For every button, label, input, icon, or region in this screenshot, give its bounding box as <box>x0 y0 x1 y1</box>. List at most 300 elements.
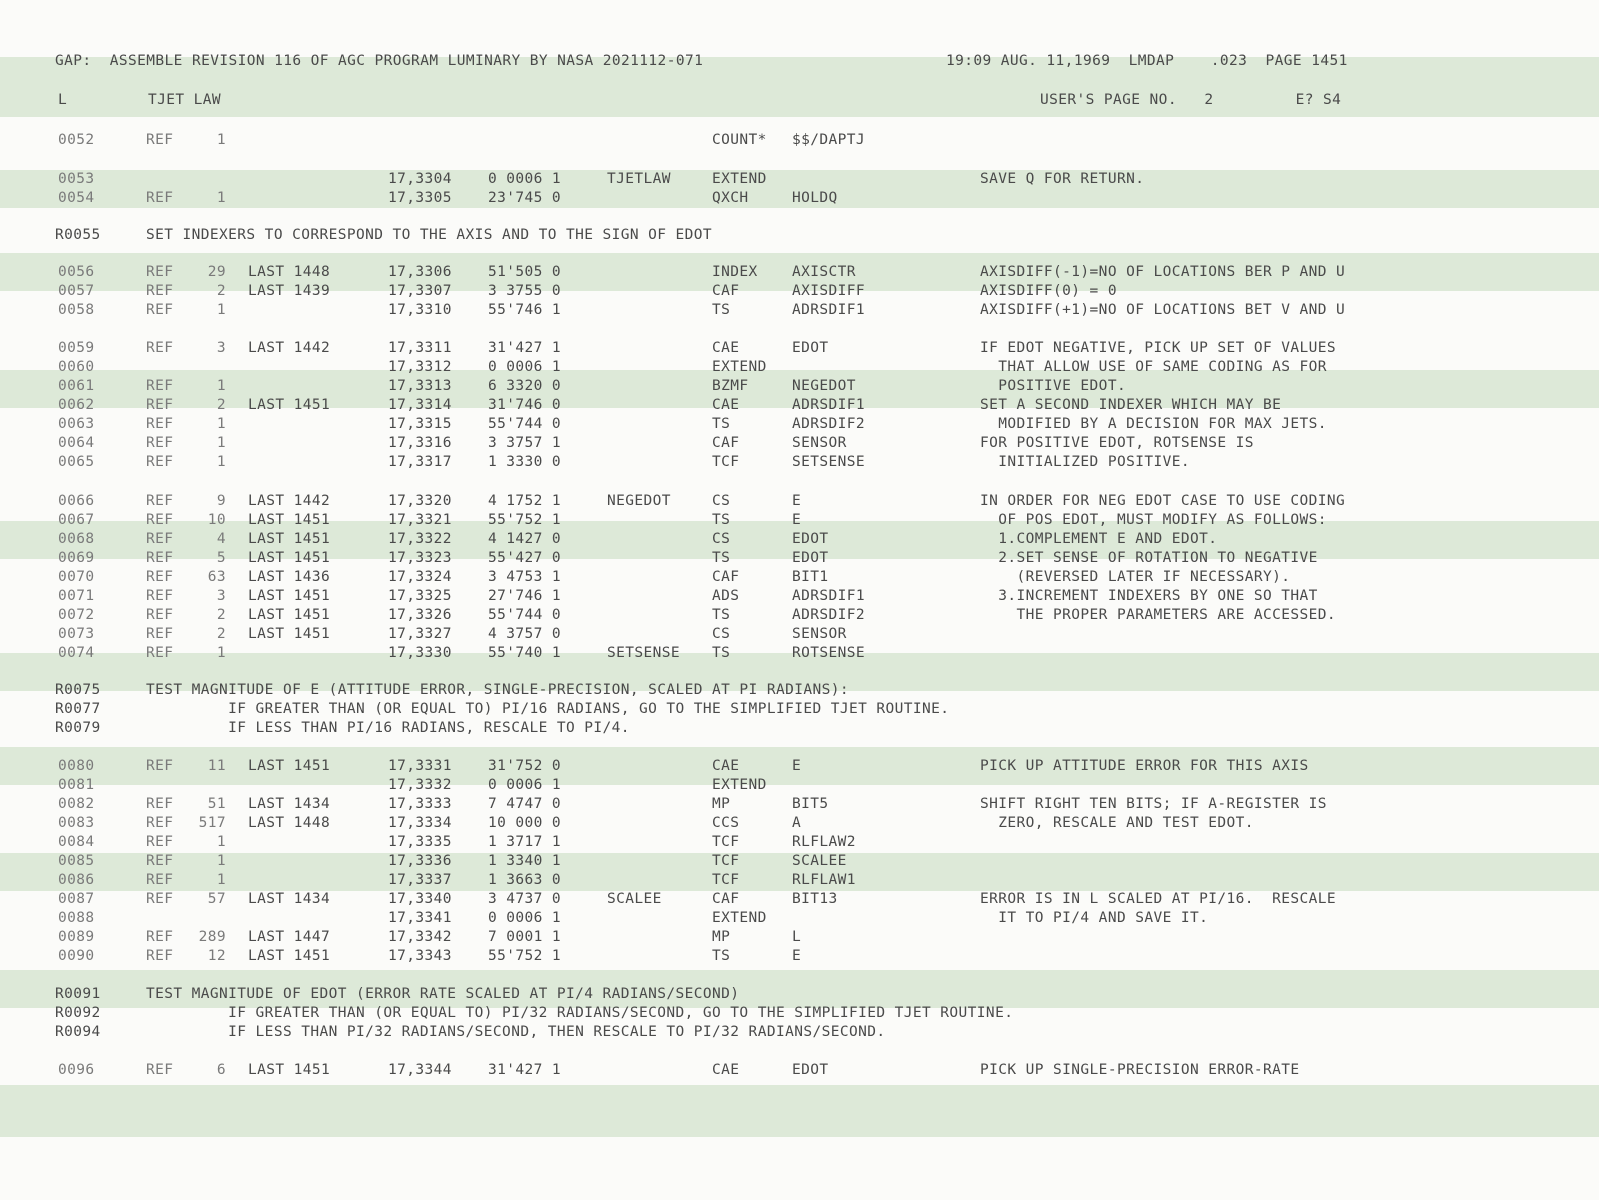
line-number: 0054 <box>58 190 95 206</box>
line-number: 0096 <box>58 1062 95 1078</box>
ref-marker: REF <box>146 435 174 451</box>
address: 17,3321 <box>388 512 452 528</box>
listing-line <box>0 587 1599 606</box>
octal-code: 55'740 1 <box>488 645 562 661</box>
operand: BIT13 <box>792 891 838 907</box>
opcode: MP <box>712 929 731 945</box>
ref-count: 12 <box>207 948 226 964</box>
last-ref: LAST 1451 <box>248 758 331 774</box>
address: 17,3307 <box>388 283 452 299</box>
comment: THE PROPER PARAMETERS ARE ACCESSED. <box>980 607 1337 623</box>
line-number: 0074 <box>58 645 95 661</box>
octal-code: 51'505 0 <box>488 264 562 280</box>
line-number: 0065 <box>58 454 95 470</box>
listing-line <box>0 492 1599 511</box>
operand: SETSENSE <box>792 454 866 470</box>
ref-count: 1 <box>216 435 226 451</box>
operand: NEGEDOT <box>792 378 856 394</box>
comment: PICK UP SINGLE-PRECISION ERROR-RATE <box>980 1062 1300 1078</box>
label: TJETLAW <box>607 171 671 187</box>
listing-line <box>0 511 1599 530</box>
last-ref: LAST 1451 <box>248 1062 331 1078</box>
listing-line <box>0 263 1599 282</box>
ref-marker: REF <box>146 948 174 964</box>
address: 17,3304 <box>388 171 452 187</box>
comment: SHIFT RIGHT TEN BITS; IF A-REGISTER IS <box>980 796 1327 812</box>
ref-marker: REF <box>146 190 174 206</box>
comment: SET A SECOND INDEXER WHICH MAY BE <box>980 397 1282 413</box>
octal-code: 4 1427 0 <box>488 531 562 547</box>
listing-line <box>0 871 1599 890</box>
operand: ADRSDIF1 <box>792 397 866 413</box>
line-number: R0055 <box>55 227 101 243</box>
last-ref: LAST 1451 <box>248 512 331 528</box>
line-number: 0080 <box>58 758 95 774</box>
comment: ERROR IS IN L SCALED AT PI/16. RESCALE <box>980 891 1337 907</box>
ref-count: 1 <box>216 302 226 318</box>
opcode: TS <box>712 948 731 964</box>
opcode: ADS <box>712 588 740 604</box>
ref-count: 11 <box>207 758 226 774</box>
octal-code: 3 4753 1 <box>488 569 562 585</box>
address: 17,3326 <box>388 607 452 623</box>
line-number: 0057 <box>58 283 95 299</box>
operand: A <box>792 815 802 831</box>
opcode: TCF <box>712 853 740 869</box>
ref-count: 2 <box>216 607 226 623</box>
opcode: CS <box>712 531 731 547</box>
line-number: 0059 <box>58 340 95 356</box>
ref-marker: REF <box>146 853 174 869</box>
octal-code: 0 0006 1 <box>488 777 562 793</box>
ref-marker: REF <box>146 264 174 280</box>
octal-code: 4 3757 0 <box>488 626 562 642</box>
operand: E <box>792 758 802 774</box>
ref-count: 6 <box>216 1062 226 1078</box>
comment: IT TO PI/4 AND SAVE IT. <box>980 910 1209 926</box>
octal-code: 0 0006 1 <box>488 171 562 187</box>
last-ref: LAST 1434 <box>248 796 331 812</box>
remark-text: SET INDEXERS TO CORRESPOND TO THE AXIS AND TO THE SIGN OF EDOT <box>146 227 713 243</box>
address: 17,3333 <box>388 796 452 812</box>
line-number: R0092 <box>55 1005 101 1021</box>
line-number: 0070 <box>58 569 95 585</box>
listing-line <box>0 814 1599 833</box>
address: 17,3325 <box>388 588 452 604</box>
address: 17,3314 <box>388 397 452 413</box>
octal-code: 1 3663 0 <box>488 872 562 888</box>
address: 17,3341 <box>388 910 452 926</box>
address: 17,3315 <box>388 416 452 432</box>
remark-line <box>0 700 1599 719</box>
listing-line <box>0 549 1599 568</box>
line-number: 0090 <box>58 948 95 964</box>
operand: E <box>792 493 802 509</box>
address: 17,3310 <box>388 302 452 318</box>
ref-marker: REF <box>146 569 174 585</box>
address: 17,3334 <box>388 815 452 831</box>
ref-count: 57 <box>207 891 226 907</box>
comment: AXISDIFF(-1)=NO OF LOCATIONS BER P AND U <box>980 264 1346 280</box>
ref-count: 3 <box>216 340 226 356</box>
ref-marker: REF <box>146 454 174 470</box>
operand: ADRSDIF1 <box>792 588 866 604</box>
line-number: R0079 <box>55 720 101 736</box>
octal-code: 27'746 1 <box>488 588 562 604</box>
listing-line <box>0 358 1599 377</box>
address: 17,3327 <box>388 626 452 642</box>
ref-count: 51 <box>207 796 226 812</box>
remark-text: TEST MAGNITUDE OF EDOT (ERROR RATE SCALED AT PI/4 RADIANS/SECOND) <box>146 986 740 1002</box>
address: 17,3322 <box>388 531 452 547</box>
address: 17,3324 <box>388 569 452 585</box>
ref-marker: REF <box>146 872 174 888</box>
operand: RLFLAW1 <box>792 872 856 888</box>
opcode: BZMF <box>712 378 749 394</box>
comment: PICK UP ATTITUDE ERROR FOR THIS AXIS <box>980 758 1309 774</box>
opcode: TS <box>712 550 731 566</box>
line-number: 0052 <box>58 132 95 148</box>
opcode: CAE <box>712 340 740 356</box>
remark-line <box>0 681 1599 700</box>
opcode: TCF <box>712 872 740 888</box>
listing-line <box>0 189 1599 208</box>
comment: ZERO, RESCALE AND TEST EDOT. <box>980 815 1254 831</box>
octal-code: 55'744 0 <box>488 416 562 432</box>
listing-line <box>0 530 1599 549</box>
operand: E <box>792 512 802 528</box>
line-number: 0068 <box>58 531 95 547</box>
line-number: 0089 <box>58 929 95 945</box>
last-ref: LAST 1451 <box>248 588 331 604</box>
ref-marker: REF <box>146 283 174 299</box>
comment: SAVE Q FOR RETURN. <box>980 171 1145 187</box>
comment: 1.COMPLEMENT E AND EDOT. <box>980 531 1218 547</box>
listing-line <box>0 453 1599 472</box>
line-number: R0091 <box>55 986 101 1002</box>
address: 17,3311 <box>388 340 452 356</box>
octal-code: 6 3320 0 <box>488 378 562 394</box>
last-ref: LAST 1442 <box>248 340 331 356</box>
listing-line <box>0 170 1599 189</box>
operand: HOLDQ <box>792 190 838 206</box>
ref-count: 29 <box>207 264 226 280</box>
comment: AXISDIFF(+1)=NO OF LOCATIONS BET V AND U <box>980 302 1346 318</box>
octal-code: 4 1752 1 <box>488 493 562 509</box>
listing-line <box>0 909 1599 928</box>
ref-marker: REF <box>146 607 174 623</box>
listing-line <box>0 606 1599 625</box>
address: 17,3330 <box>388 645 452 661</box>
opcode: EXTEND <box>712 359 767 375</box>
listing-line <box>0 377 1599 396</box>
ref-marker: REF <box>146 132 174 148</box>
comment: (REVERSED LATER IF NECESSARY). <box>980 569 1291 585</box>
address: 17,3313 <box>388 378 452 394</box>
ref-marker: REF <box>146 758 174 774</box>
paper-band <box>0 1085 1599 1137</box>
octal-code: 31'427 1 <box>488 340 562 356</box>
opcode: EXTEND <box>712 777 767 793</box>
opcode: CS <box>712 626 731 642</box>
line-number: 0061 <box>58 378 95 394</box>
ref-count: 3 <box>216 588 226 604</box>
subheader-log-letter: L <box>58 92 68 108</box>
last-ref: LAST 1448 <box>248 815 331 831</box>
opcode: TCF <box>712 454 740 470</box>
listing-line <box>0 776 1599 795</box>
listing-line <box>0 396 1599 415</box>
comment: AXISDIFF(0) = 0 <box>980 283 1117 299</box>
remark-text: IF GREATER THAN (OR EQUAL TO) PI/32 RADIANS/SECOND, GO TO THE SIMPLIFIED TJET ROUTINE. <box>146 1005 1014 1021</box>
listing-line <box>0 434 1599 453</box>
line-number: 0088 <box>58 910 95 926</box>
opcode: TCF <box>712 834 740 850</box>
last-ref: LAST 1439 <box>248 283 331 299</box>
ref-marker: REF <box>146 550 174 566</box>
ref-count: 2 <box>216 397 226 413</box>
label: SCALEE <box>607 891 662 907</box>
operand: $$/DAPTJ <box>792 132 866 148</box>
operand: AXISCTR <box>792 264 856 280</box>
line-number: 0084 <box>58 834 95 850</box>
comment: IF EDOT NEGATIVE, PICK UP SET OF VALUES <box>980 340 1337 356</box>
octal-code: 3 4737 0 <box>488 891 562 907</box>
address: 17,3305 <box>388 190 452 206</box>
ref-marker: REF <box>146 340 174 356</box>
operand: RLFLAW2 <box>792 834 856 850</box>
last-ref: LAST 1434 <box>248 891 331 907</box>
ref-count: 9 <box>216 493 226 509</box>
ref-count: 63 <box>207 569 226 585</box>
octal-code: 31'752 0 <box>488 758 562 774</box>
comment: 2.SET SENSE OF ROTATION TO NEGATIVE <box>980 550 1318 566</box>
label: NEGEDOT <box>607 493 671 509</box>
last-ref: LAST 1442 <box>248 493 331 509</box>
operand: EDOT <box>792 340 829 356</box>
ref-count: 289 <box>198 929 226 945</box>
section-title: TJET LAW <box>148 92 222 108</box>
listing-line <box>0 757 1599 776</box>
operand: E <box>792 948 802 964</box>
listing-line <box>0 644 1599 663</box>
line-number: 0063 <box>58 416 95 432</box>
opcode: COUNT* <box>712 132 767 148</box>
ref-count: 1 <box>216 872 226 888</box>
ref-marker: REF <box>146 588 174 604</box>
octal-code: 7 0001 1 <box>488 929 562 945</box>
line-number: 0062 <box>58 397 95 413</box>
page-header <box>0 52 1599 71</box>
last-ref: LAST 1451 <box>248 607 331 623</box>
last-ref: LAST 1451 <box>248 948 331 964</box>
ref-count: 1 <box>216 132 226 148</box>
ref-count: 1 <box>216 834 226 850</box>
line-number: 0085 <box>58 853 95 869</box>
listing-line <box>0 928 1599 947</box>
opcode: CAF <box>712 283 740 299</box>
line-number: 0083 <box>58 815 95 831</box>
opcode: CS <box>712 493 731 509</box>
octal-code: 3 3755 0 <box>488 283 562 299</box>
comment: POSITIVE EDOT. <box>980 378 1127 394</box>
ref-marker: REF <box>146 493 174 509</box>
ref-marker: REF <box>146 929 174 945</box>
opcode: TS <box>712 645 731 661</box>
line-number: 0071 <box>58 588 95 604</box>
ref-count: 1 <box>216 645 226 661</box>
remark-text: IF LESS THAN PI/32 RADIANS/SECOND, THEN RESCALE TO PI/32 RADIANS/SECOND. <box>146 1024 886 1040</box>
octal-code: 55'752 1 <box>488 512 562 528</box>
last-ref: LAST 1451 <box>248 531 331 547</box>
octal-code: 1 3330 0 <box>488 454 562 470</box>
operand: ADRSDIF1 <box>792 302 866 318</box>
remark-line <box>0 985 1599 1004</box>
ref-marker: REF <box>146 834 174 850</box>
line-number: 0064 <box>58 435 95 451</box>
comment: FOR POSITIVE EDOT, ROTSENSE IS <box>980 435 1254 451</box>
line-number: 0081 <box>58 777 95 793</box>
ref-marker: REF <box>146 645 174 661</box>
comment: IN ORDER FOR NEG EDOT CASE TO USE CODING <box>980 493 1346 509</box>
opcode: TS <box>712 302 731 318</box>
last-ref: LAST 1451 <box>248 626 331 642</box>
operand: BIT1 <box>792 569 829 585</box>
address: 17,3316 <box>388 435 452 451</box>
comment: 3.INCREMENT INDEXERS BY ONE SO THAT <box>980 588 1318 604</box>
listing-line <box>0 131 1599 150</box>
operand: ADRSDIF2 <box>792 416 866 432</box>
ref-marker: REF <box>146 512 174 528</box>
octal-code: 55'427 0 <box>488 550 562 566</box>
last-ref: LAST 1451 <box>248 397 331 413</box>
line-number: 0072 <box>58 607 95 623</box>
line-number: 0087 <box>58 891 95 907</box>
octal-code: 23'745 0 <box>488 190 562 206</box>
opcode: CCS <box>712 815 740 831</box>
listing-line <box>0 415 1599 434</box>
opcode: CAE <box>712 758 740 774</box>
line-number: 0067 <box>58 512 95 528</box>
ref-count: 10 <box>207 512 226 528</box>
address: 17,3320 <box>388 493 452 509</box>
ref-marker: REF <box>146 378 174 394</box>
operand: AXISDIFF <box>792 283 866 299</box>
last-ref: LAST 1447 <box>248 929 331 945</box>
octal-code: 10 000 0 <box>488 815 562 831</box>
line-number: R0077 <box>55 701 101 717</box>
ref-marker: REF <box>146 815 174 831</box>
ref-marker: REF <box>146 302 174 318</box>
ref-count: 2 <box>216 283 226 299</box>
address: 17,3332 <box>388 777 452 793</box>
octal-code: 3 3757 1 <box>488 435 562 451</box>
ref-count: 1 <box>216 190 226 206</box>
line-number: R0094 <box>55 1024 101 1040</box>
octal-code: 55'744 0 <box>488 607 562 623</box>
ref-count: 517 <box>198 815 226 831</box>
octal-code: 7 4747 0 <box>488 796 562 812</box>
listing-line <box>0 282 1599 301</box>
address: 17,3331 <box>388 758 452 774</box>
octal-code: 55'746 1 <box>488 302 562 318</box>
ref-count: 1 <box>216 378 226 394</box>
octal-code: 1 3340 1 <box>488 853 562 869</box>
octal-code: 0 0006 1 <box>488 359 562 375</box>
ref-count: 1 <box>216 454 226 470</box>
opcode: CAF <box>712 569 740 585</box>
line-number: 0082 <box>58 796 95 812</box>
operand: SENSOR <box>792 626 847 642</box>
remark-text: IF LESS THAN PI/16 RADIANS, RESCALE TO PI/4. <box>146 720 630 736</box>
opcode: EXTEND <box>712 910 767 926</box>
ref-count: 1 <box>216 416 226 432</box>
octal-code: 55'752 1 <box>488 948 562 964</box>
opcode: EXTEND <box>712 171 767 187</box>
comment: MODIFIED BY A DECISION FOR MAX JETS. <box>980 416 1327 432</box>
opcode: CAE <box>712 1062 740 1078</box>
assembly-date-page: 19:09 AUG. 11,1969 LMDAP .023 PAGE 1451 <box>946 53 1348 69</box>
listing-line <box>0 568 1599 587</box>
address: 17,3337 <box>388 872 452 888</box>
line-number: 0066 <box>58 493 95 509</box>
ref-marker: REF <box>146 416 174 432</box>
line-number: 0073 <box>58 626 95 642</box>
octal-code: 1 3717 1 <box>488 834 562 850</box>
assembly-title: GAP: ASSEMBLE REVISION 116 OF AGC PROGRAM LUMINARY BY NASA 2021112-071 <box>55 53 704 69</box>
opcode: QXCH <box>712 190 749 206</box>
opcode: MP <box>712 796 731 812</box>
ref-marker: REF <box>146 626 174 642</box>
address: 17,3343 <box>388 948 452 964</box>
remark-line <box>0 1023 1599 1042</box>
operand: EDOT <box>792 531 829 547</box>
address: 17,3335 <box>388 834 452 850</box>
listing-line <box>0 833 1599 852</box>
octal-code: 31'746 0 <box>488 397 562 413</box>
operand: EDOT <box>792 550 829 566</box>
ref-marker: REF <box>146 891 174 907</box>
listing-line <box>0 301 1599 320</box>
line-number: 0086 <box>58 872 95 888</box>
opcode: CAE <box>712 397 740 413</box>
octal-code: 31'427 1 <box>488 1062 562 1078</box>
address: 17,3306 <box>388 264 452 280</box>
listing-line <box>0 947 1599 966</box>
address: 17,3336 <box>388 853 452 869</box>
remark-line <box>0 1004 1599 1023</box>
ref-marker: REF <box>146 1062 174 1078</box>
opcode: TS <box>712 512 731 528</box>
operand: ROTSENSE <box>792 645 866 661</box>
remark-line <box>0 226 1599 245</box>
ref-count: 2 <box>216 626 226 642</box>
ref-count: 1 <box>216 853 226 869</box>
line-number: R0075 <box>55 682 101 698</box>
opcode: TS <box>712 416 731 432</box>
label: SETSENSE <box>607 645 681 661</box>
address: 17,3340 <box>388 891 452 907</box>
listing-line <box>0 1061 1599 1080</box>
comment: THAT ALLOW USE OF SAME CODING AS FOR <box>980 359 1327 375</box>
last-ref: LAST 1448 <box>248 264 331 280</box>
operand: BIT5 <box>792 796 829 812</box>
operand: ADRSDIF2 <box>792 607 866 623</box>
listing-line <box>0 852 1599 871</box>
operand: L <box>792 929 802 945</box>
page-subheader <box>0 91 1599 110</box>
ref-marker: REF <box>146 397 174 413</box>
